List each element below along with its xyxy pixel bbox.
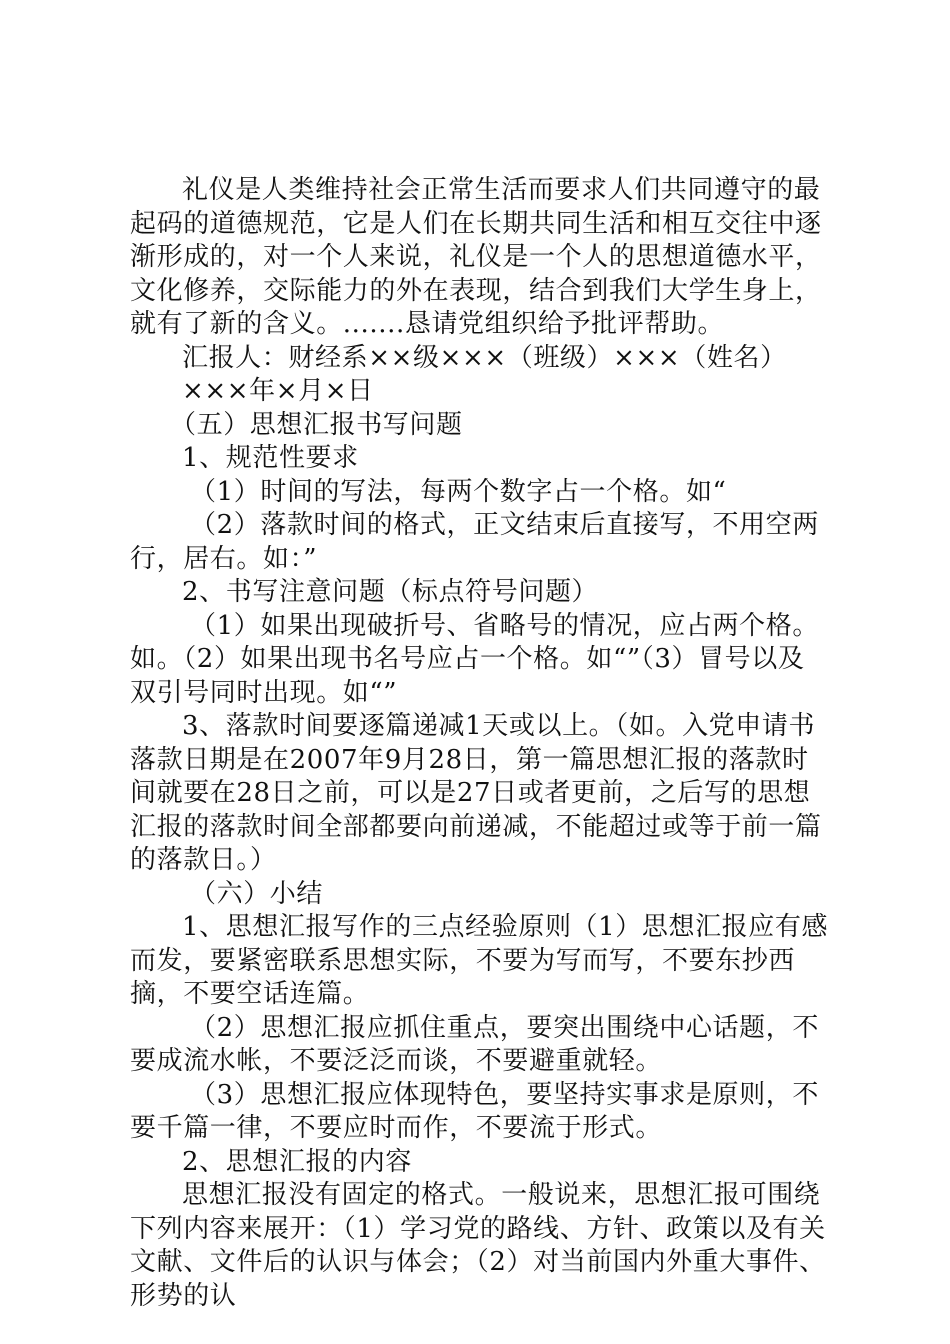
item-time-format: （1）时间的写法，每两个数字占一个格。如“ — [190, 476, 727, 507]
document-body — [130, 174, 830, 1313]
item-three-principles: 1、思想汇报写作的三点经验原则（1）思想汇报应有感而发，要紧密联系思想实际，不要为写而写，不要东抄西摘，不要空话连篇。 — [130, 912, 829, 1009]
section-heading-five: （五）思想汇报书写问题 — [170, 409, 463, 440]
subheading-punctuation: 2、书写注意问题（标点符号问题） — [182, 577, 599, 607]
subheading-content: 2、思想汇报的内容 — [182, 1146, 412, 1177]
item-features: （3）思想汇报应体现特色，要坚持实事求是原则，不要千篇一律，不要应时而作，不要流于形式。 — [130, 1079, 819, 1143]
item-key-points: （2）思想汇报应抓住重点，要突出围绕中心话题，不要成流水帐，不要泛泛而谈，不要避重就轻。 — [130, 1012, 819, 1076]
paragraph-content: 思想汇报没有固定的格式。一般说来，思想汇报可围绕下列内容来展开：（1）学习党的路线、方针、政策以及有关文献、文件后的认识与体会；（2）对当前国内外重大事件、形势的认 — [130, 1180, 826, 1311]
item-date-decrement: 3、落款时间要逐篇递减1天或以上。（如。入党申请书落款日期是在2007年9月28日，第一篇思想汇报的落款时间就要在28日之前，可以是27日或者更前，之后写的思想汇报的落款时间全部都要向前递减，不能超过或等于前一篇的落款日。） — [130, 711, 822, 875]
section-heading-six: （六）小结 — [190, 878, 324, 909]
paragraph-etiquette: 礼仪是人类维持社会正常生活而要求人们共同遵守的最起码的道德规范，它是人们在长期共同生活和相互交往中逐渐形成的，对一个人来说，礼仪是一个人的思想道德水平，文化修养，交际能力的外在表现，结合到我们大学生身上，就有了新的含义。.......恳请党组织给予批评帮助。 — [130, 175, 822, 339]
reporter-line: 汇报人：财经系××级×××（班级）×××（姓名） — [182, 342, 787, 373]
subheading-norms: 1、规范性要求 — [182, 443, 359, 473]
item-punctuation: （1）如果出现破折号、省略号的情况，应占两个格。如。（2）如果出现书名号应占一个格。如“”（3）冒号以及双引号同时出现。如“” — [130, 610, 819, 708]
item-signature-time: （2）落款时间的格式，正文结束后直接写，不用空两行，居右。如：” — [130, 510, 819, 574]
date-line: ×××年×月×日 — [182, 376, 374, 406]
